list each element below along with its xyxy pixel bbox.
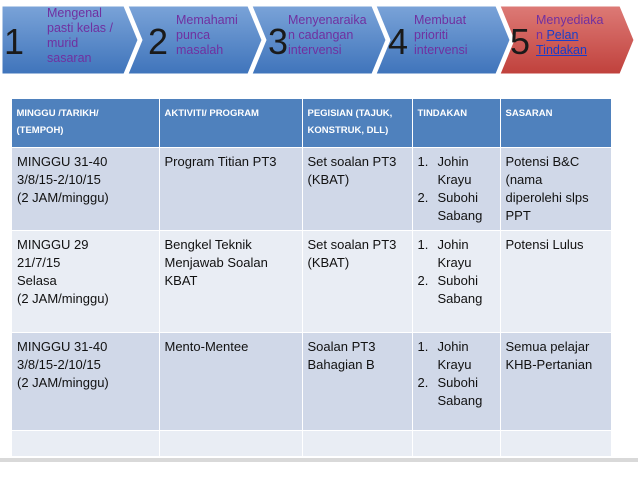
cell-sasaran: Semua pelajar KHB-Pertanian [500, 333, 611, 431]
step-5-number: 5 [510, 21, 531, 62]
cell-pengisian [302, 431, 412, 457]
footer-divider [0, 458, 638, 462]
list-item [418, 272, 495, 308]
list-item [418, 374, 495, 410]
tindakan-list [418, 338, 495, 410]
cell-tindakan [412, 431, 500, 457]
list-item [418, 338, 495, 374]
cell-tindakan [412, 231, 500, 333]
person-name: Subohi Sabang [437, 273, 483, 306]
table-row [11, 431, 611, 457]
step-2-number: 2 [148, 21, 169, 62]
person-name: Subohi Sabang [437, 375, 483, 408]
cell-pengisian: Set soalan PT3 (KBAT) [302, 148, 412, 231]
cell-minggu: MINGGU 29 21/7/15 Selasa (2 JAM/minggu) [11, 231, 159, 333]
table-header-row [11, 99, 611, 148]
pelan-tindakan-link[interactable]: Pelan Tindakan [536, 28, 587, 57]
step-4-number: 4 [388, 21, 409, 62]
cell-sasaran: Potensi Lulus [500, 231, 611, 333]
list-item [418, 236, 495, 272]
cell-aktiviti [159, 431, 302, 457]
step-1-label: Mengenal pasti kelas / murid sasaran [47, 6, 114, 65]
table-row [11, 148, 611, 231]
step-2 [126, 4, 264, 76]
cell-minggu: MINGGU 31-40 3/8/15-2/10/15 (2 JAM/minggu) [11, 333, 159, 431]
header-aktiviti: AKTIVITI/ PROGRAM [159, 99, 302, 148]
cell-tindakan [412, 148, 500, 231]
header-sasaran: SASARAN [500, 99, 611, 148]
list-index: 2. [417, 190, 429, 205]
list-item [418, 153, 495, 189]
step-4 [374, 4, 512, 76]
action-plan-table [10, 98, 612, 457]
list-index: 1. [417, 237, 429, 252]
step-4-label: Membuat prioriti intervensi [414, 13, 468, 57]
cell-aktiviti: Bengkel Teknik Menjawab Soalan KBAT [159, 231, 302, 333]
step-1 [0, 4, 140, 76]
header-minggu: MINGGU /TARIKH/ (TEMPOH) [11, 99, 159, 148]
person-name: Johin Krayu [437, 339, 472, 372]
cell-minggu: MINGGU 31-40 3/8/15-2/10/15 (2 JAM/minggu) [11, 148, 159, 231]
table-row [11, 333, 611, 431]
step-5-label-prefix: Menyediaka n [536, 13, 604, 42]
step-3 [250, 4, 388, 76]
list-item [418, 189, 495, 225]
step-3-number: 3 [268, 21, 289, 62]
cell-sasaran [500, 431, 611, 457]
table-row [11, 231, 611, 333]
person-name: Johin Krayu [437, 237, 472, 270]
list-index: 2. [417, 273, 429, 288]
step-1-number: 1 [4, 21, 25, 62]
person-name: Johin Krayu [437, 154, 472, 187]
list-index: 2. [417, 375, 429, 390]
cell-aktiviti: Program Titian PT3 [159, 148, 302, 231]
header-pengisian: PEGISIAN (TAJUK, KONSTRUK, DLL) [302, 99, 412, 148]
cell-minggu [11, 431, 159, 457]
tindakan-list [418, 153, 495, 225]
list-index: 1. [417, 339, 429, 354]
tindakan-list [418, 236, 495, 308]
person-name: Subohi Sabang [437, 190, 483, 223]
cell-pengisian: Set soalan PT3 (KBAT) [302, 231, 412, 333]
list-index: 1. [417, 154, 429, 169]
process-steps [0, 0, 638, 82]
cell-aktiviti: Mento-Mentee [159, 333, 302, 431]
step-3-label: Menyenaraika n cadangan intervensi [288, 13, 367, 57]
step-5 [498, 4, 636, 76]
cell-pengisian: Soalan PT3 Bahagian B [302, 333, 412, 431]
header-tindakan: TINDAKAN [412, 99, 500, 148]
step-5-label [536, 13, 603, 58]
step-2-label: Memahami punca masalah [176, 13, 238, 57]
cell-tindakan [412, 333, 500, 431]
cell-sasaran: Potensi B&C (nama diperolehi slps PPT [500, 148, 611, 231]
